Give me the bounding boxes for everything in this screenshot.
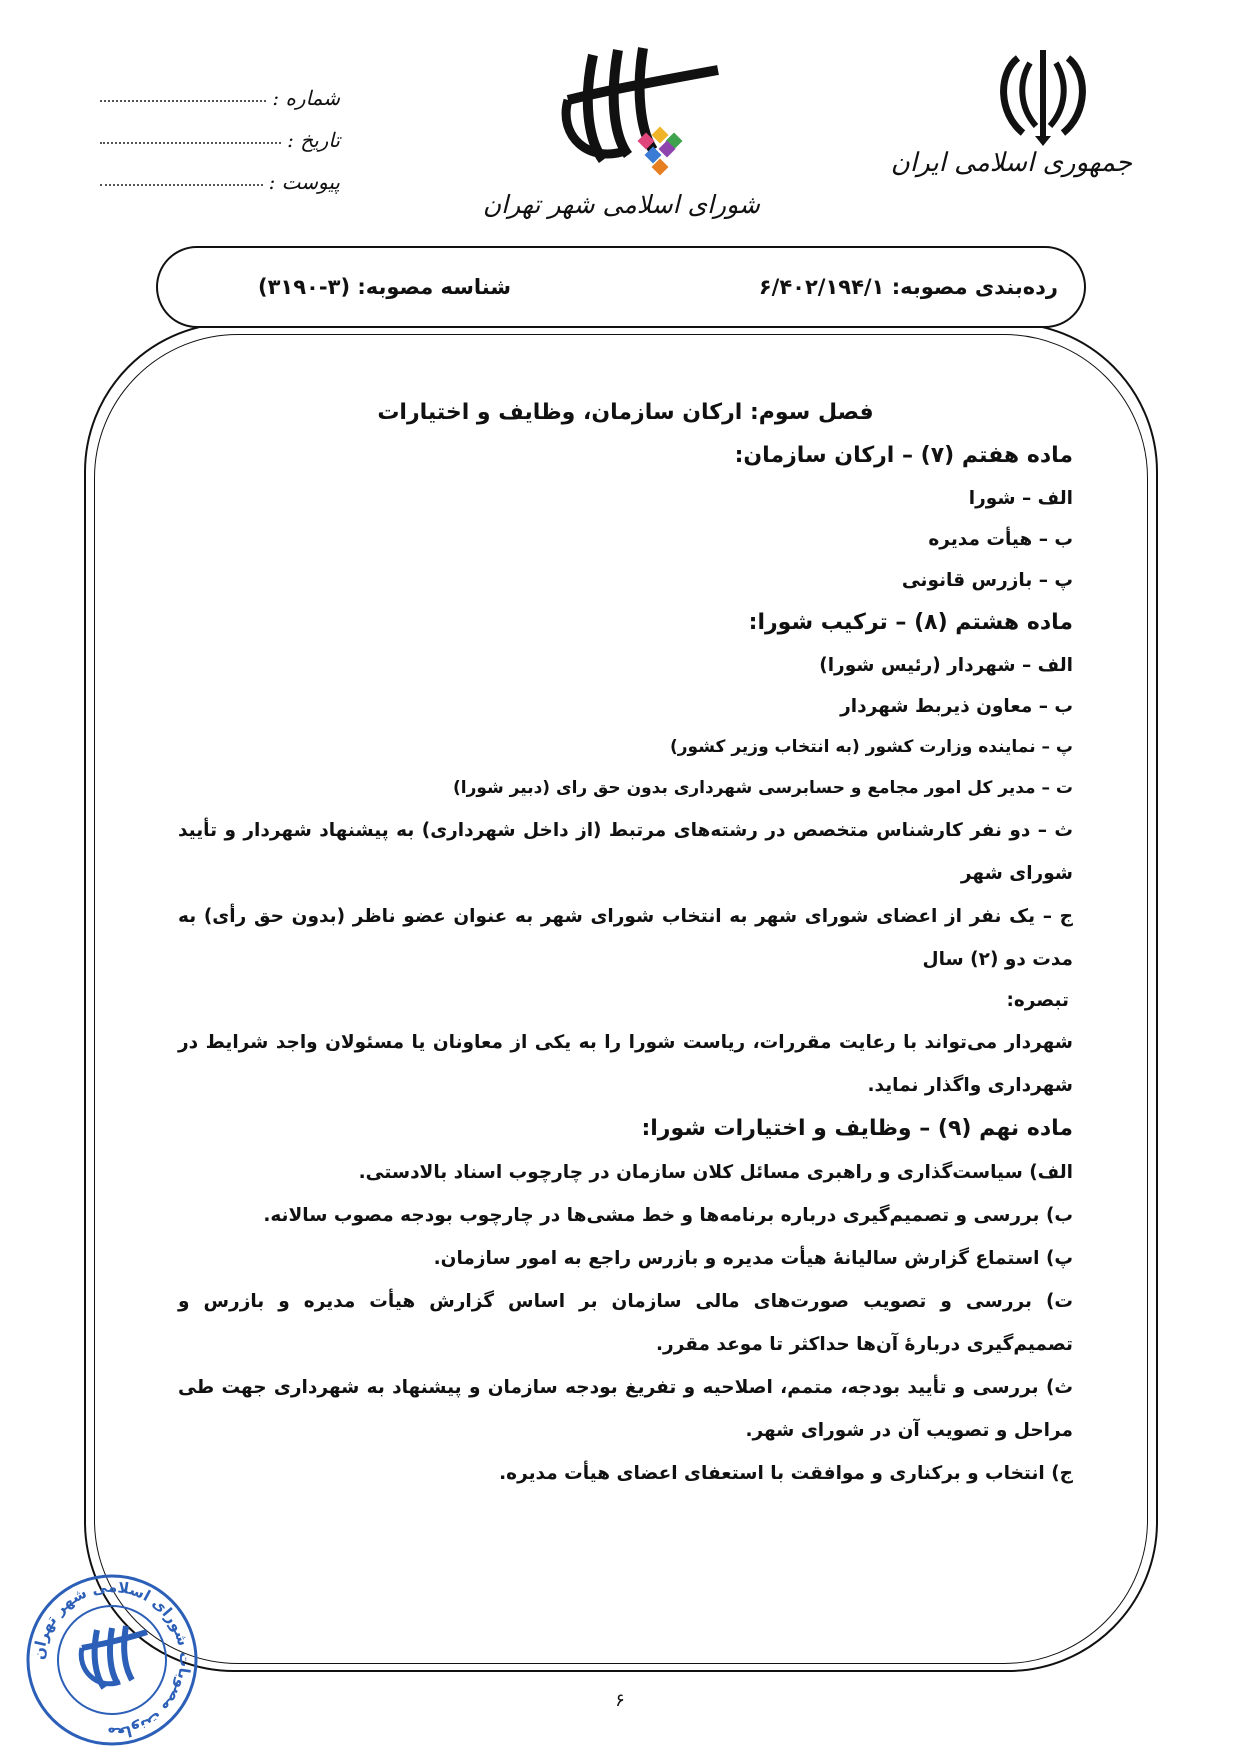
chapter-title: فصل سوم: ارکان سازمان، وظایف و اختیارات: [377, 400, 874, 425]
resolution-id-box: [156, 246, 1086, 328]
page-number: ۶: [615, 1690, 625, 1711]
resolution-id: شناسه مصوبه: (۳-۳۱۹۰): [258, 275, 512, 299]
dotted-line: [100, 141, 281, 144]
list-item: الف) سیاست‌گذاری و راهبری مسائل کلان سازمان در چارچوب اسناد بالادستی.: [358, 1162, 1073, 1183]
letter-meta-fields: [100, 68, 340, 194]
list-item: الف – شهردار (رئیس شورا): [819, 655, 1073, 676]
dotted-line: [100, 183, 263, 186]
stamp-text: معاونت مصوبات شورای اسلامی شهر تهران: [29, 1577, 195, 1743]
council-name: شورای اسلامی شهر تهران: [482, 190, 760, 219]
list-item: الف – شورا: [968, 488, 1073, 509]
dotted-line: [100, 99, 266, 102]
letter-attachment-label: پیوست :: [268, 170, 340, 194]
letter-attachment-field: [100, 152, 340, 194]
letter-date-field: [100, 110, 340, 152]
list-item: ج) انتخاب و برکناری و موافقت با استعفای اعضای هیأت مدیره.: [499, 1463, 1073, 1484]
council-stamp-icon: [22, 1570, 202, 1750]
list-item: ب – هیأت مدیره: [928, 529, 1073, 550]
country-name: جمهوری اسلامی ایران: [890, 148, 1132, 178]
letter-number-label: شماره :: [272, 86, 340, 110]
note-title: تبصره:: [1006, 990, 1069, 1011]
resolution-classification: رده‌بندی مصوبه: ۶/۴۰۲/۱۹۴/۱: [758, 275, 1058, 299]
list-item: ب) بررسی و تصمیم‌گیری درباره برنامه‌ها و خط مشی‌ها در چارچوب بودجه مصوب سالانه.: [263, 1205, 1073, 1226]
article-8-title: ماده هشتم (۸) – ترکیب شورا:: [748, 610, 1073, 635]
list-item: ت – مدیر کل امور مجامع و حسابرسی شهرداری بدون حق رای (دبیر شورا): [453, 778, 1073, 798]
note-text: شهردار می‌تواند با رعایت مقررات، ریاست شورا را به یکی از معاونان یا مسئولان واجد شرایط در شهرداری واگذار نماید.: [178, 1032, 1073, 1096]
list-item: ت) بررسی و تصویب صورت‌های مالی سازمان بر اساس گزارش هیأت مدیره و بازرس و تصمیم‌گیری دربارهٔ آن‌ها حداکثر تا موعد مقرر.: [178, 1291, 1073, 1355]
list-item: پ – بازرس قانونی: [901, 570, 1073, 591]
list-item: ث – دو نفر کارشناس متخصص در رشته‌های مرتبط (از داخل شهرداری) به پیشنهاد شهردار و تأیید شورای شهر: [178, 820, 1073, 884]
tehran-council-logo-icon: [548, 40, 728, 190]
letter-number-field: [100, 68, 340, 110]
iran-emblem-icon: [988, 48, 1098, 148]
document-body: [178, 392, 1073, 1495]
letter-date-label: تاریخ :: [287, 128, 340, 152]
article-9-title: ماده نهم (۹) – وظایف و اختیارات شورا:: [641, 1116, 1073, 1141]
list-item: پ – نماینده وزارت کشور (به انتخاب وزیر کشور): [670, 737, 1073, 757]
list-item: ث) بررسی و تأیید بودجه، متمم، اصلاحیه و تفریغ بودجه سازمان و پیشنهاد به شهرداری جهت طی مراحل و تصویب آن در شورای شهر.: [178, 1377, 1073, 1441]
list-item: ج – یک نفر از اعضای شورای شهر به انتخاب شورای شهر به عنوان عضو ناظر (بدون حق رأی) به مدت دو (۲) سال: [178, 906, 1073, 970]
list-item: ب – معاون ذیربط شهردار: [840, 696, 1073, 717]
letterhead: [0, 0, 1240, 250]
article-7-title: ماده هفتم (۷) – ارکان سازمان:: [734, 443, 1073, 468]
list-item: پ) استماع گزارش سالیانهٔ هیأت مدیره و بازرس راجع به امور سازمان.: [433, 1248, 1073, 1269]
